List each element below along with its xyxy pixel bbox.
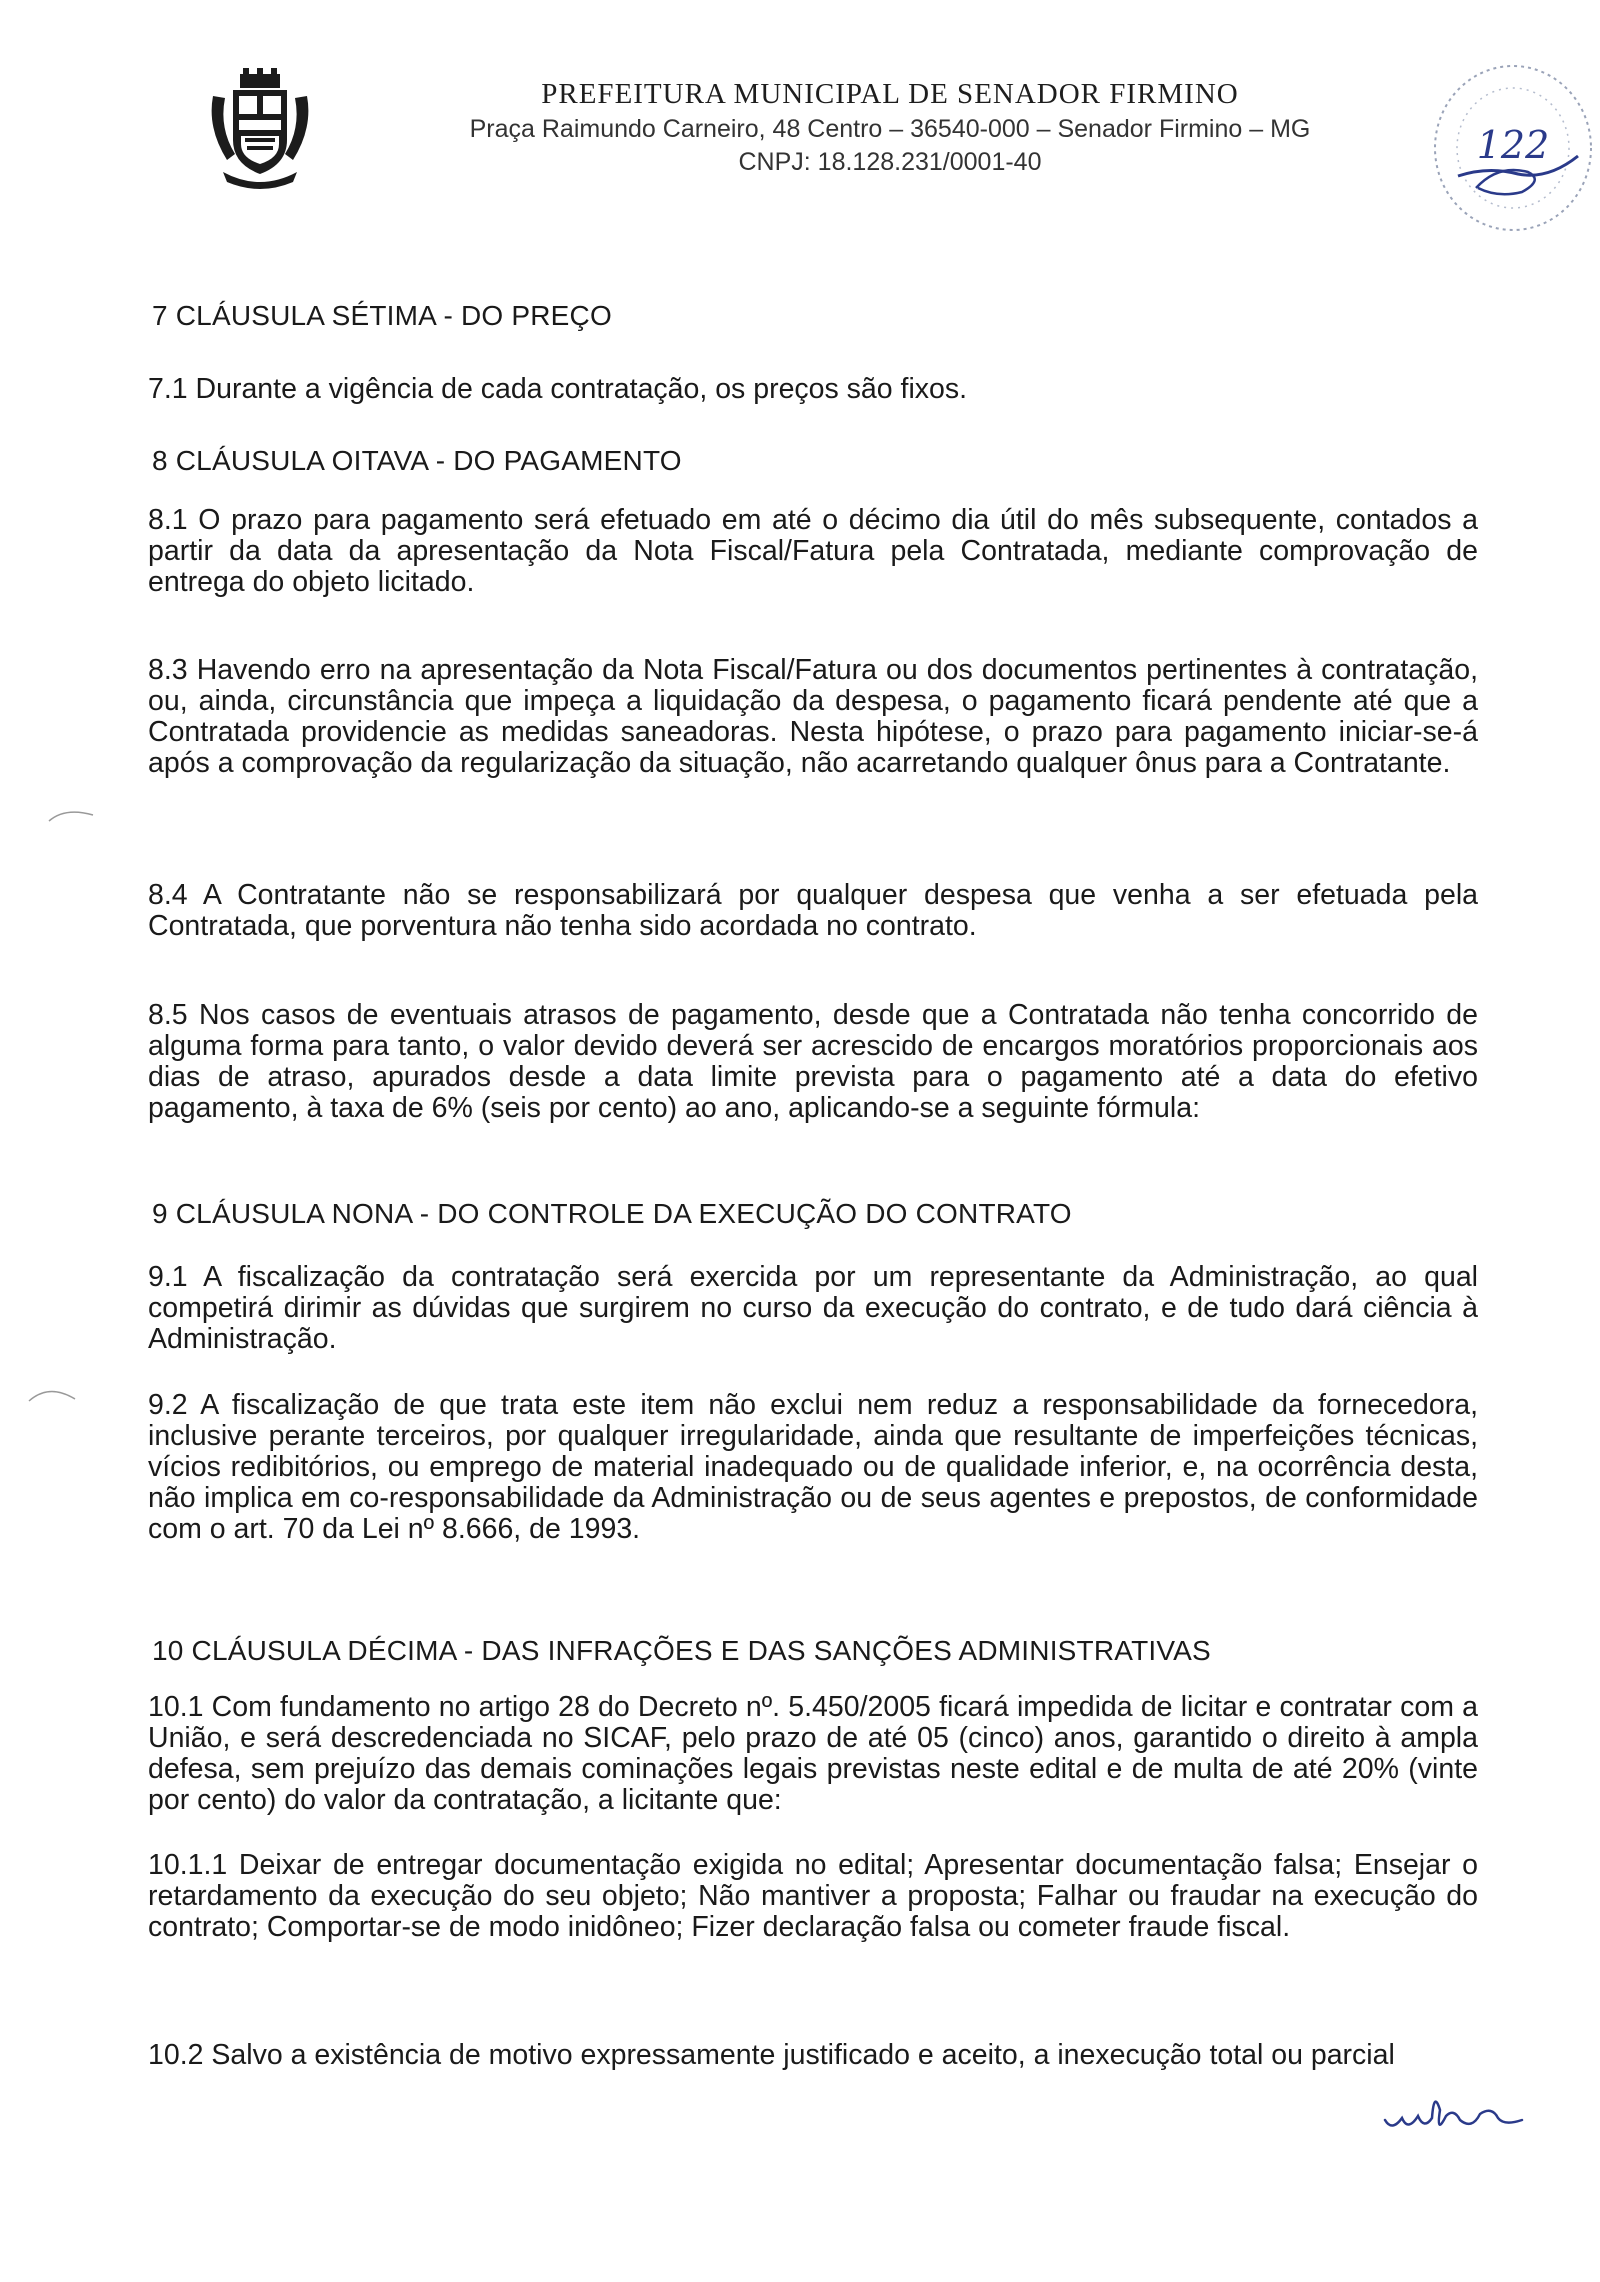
clause-9-1: 9.1 A fiscalização da contratação será exercida por um representante da Administração, ao qual competirá dirimir as dúvidas que surgirem no curso da execução do contrato, e de tudo dará ciência à Administração. [148, 1261, 1478, 1355]
section-7-title: 7 CLÁUSULA SÉTIMA - DO PREÇO [152, 300, 612, 331]
section-9-title: 9 CLÁUSULA NONA - DO CONTROLE DA EXECUÇÃO DO CONTRATO [152, 1198, 1072, 1229]
section-8-title: 8 CLÁUSULA OITAVA - DO PAGAMENTO [152, 445, 682, 476]
clause-8-5: 8.5 Nos casos de eventuais atrasos de pagamento, desde que a Contratada não tenha concorrido de alguma forma para tanto, o valor devido deverá ser acrescido de encargos moratórios proporcionais aos dias de atraso, apurados desde a data limite prevista para o pagamento até a data do efetivo pagamento, à taxa de 6% (seis por cento) ao ano, aplicando-se a seguinte fórmula: [148, 999, 1478, 1124]
clause-10-2: 10.2 Salvo a existência de motivo expressamente justificado e aceito, a inexecução total ou parcial [148, 2039, 1395, 2071]
clause-10-1: 10.1 Com fundamento no artigo 28 do Decreto nº. 5.450/2005 ficará impedida de licitar e contratar com a União, e será descredenciada no SICAF, pelo prazo de até 05 (cinco) anos, garantido o direito à ampla defesa, sem prejuízo das demais cominações legais previstas neste edital e de multa de até 20% (vinte por cento) do valor da contratação, a licitante que: [148, 1691, 1478, 1816]
clause-9-2: 9.2 A fiscalização de que trata este item não exclui nem reduz a responsabilidade da fornecedora, inclusive perante terceiros, por qualquer irregularidade, ainda que resultante de imperfeições técnicas, vícios redibitórios, ou emprego de material inadequado ou de qualidade inferior, e, na ocorrência desta, não implica em co-responsabilidade da Administração ou de seus agentes e prepostos, de conformidade com o art. 70 da Lei nº 8.666, de 1993. [148, 1389, 1478, 1545]
organization-address: Praça Raimundo Carneiro, 48 Centro – 36540-000 – Senador Firmino – MG [469, 115, 1311, 143]
organization-cnpj: CNPJ: 18.128.231/0001-40 [738, 148, 1042, 176]
clause-8-1: 8.1 O prazo para pagamento será efetuado em até o décimo dia útil do mês subsequente, contados a partir da data da apresentação da Nota Fiscal/Fatura pela Contratada, mediante comprovação de entrega do objeto licitado. [148, 504, 1478, 598]
margin-mark [25, 1385, 85, 1405]
clause-10-1-1: 10.1.1 Deixar de entregar documentação exigida no edital; Apresentar documentação falsa; Ensejar o retardamento da execução do seu objeto; Não mantiver a proposta; Falhar ou fraudar na execução do contrato; Comportar-se de modo inidôneo; Fizer declaração falsa ou cometer fraude fiscal. [148, 1849, 1478, 1943]
stamp-page-number: 122 [1476, 123, 1550, 167]
clause-7-1: 7.1 Durante a vigência de cada contratação, os preços são fixos. [148, 373, 968, 405]
handwritten-initials [1380, 2080, 1530, 2140]
organization-name: PREFEITURA MUNICIPAL DE SENADOR FIRMINO [541, 78, 1239, 110]
section-10-title: 10 CLÁUSULA DÉCIMA - DAS INFRAÇÕES E DAS SANÇÕES ADMINISTRATIVAS [152, 1635, 1211, 1666]
margin-mark [45, 805, 105, 825]
clause-8-3: 8.3 Havendo erro na apresentação da Nota Fiscal/Fatura ou dos documentos pertinentes à contratação, ou, ainda, circunstância que impeça a liquidação da despesa, o pagamento ficará pendente até que a Contratada providencie as medidas saneadoras. Nesta hipótese, o prazo para pagamento iniciar-se-á após a comprovação da regularização da situação, não acarretando qualquer ônus para a Contratante. [148, 654, 1478, 779]
clause-8-4: 8.4 A Contratante não se responsabilizará por qualquer despesa que venha a ser efetuada pela Contratada, que porventura não tenha sido acordada no contrato. [148, 879, 1478, 942]
